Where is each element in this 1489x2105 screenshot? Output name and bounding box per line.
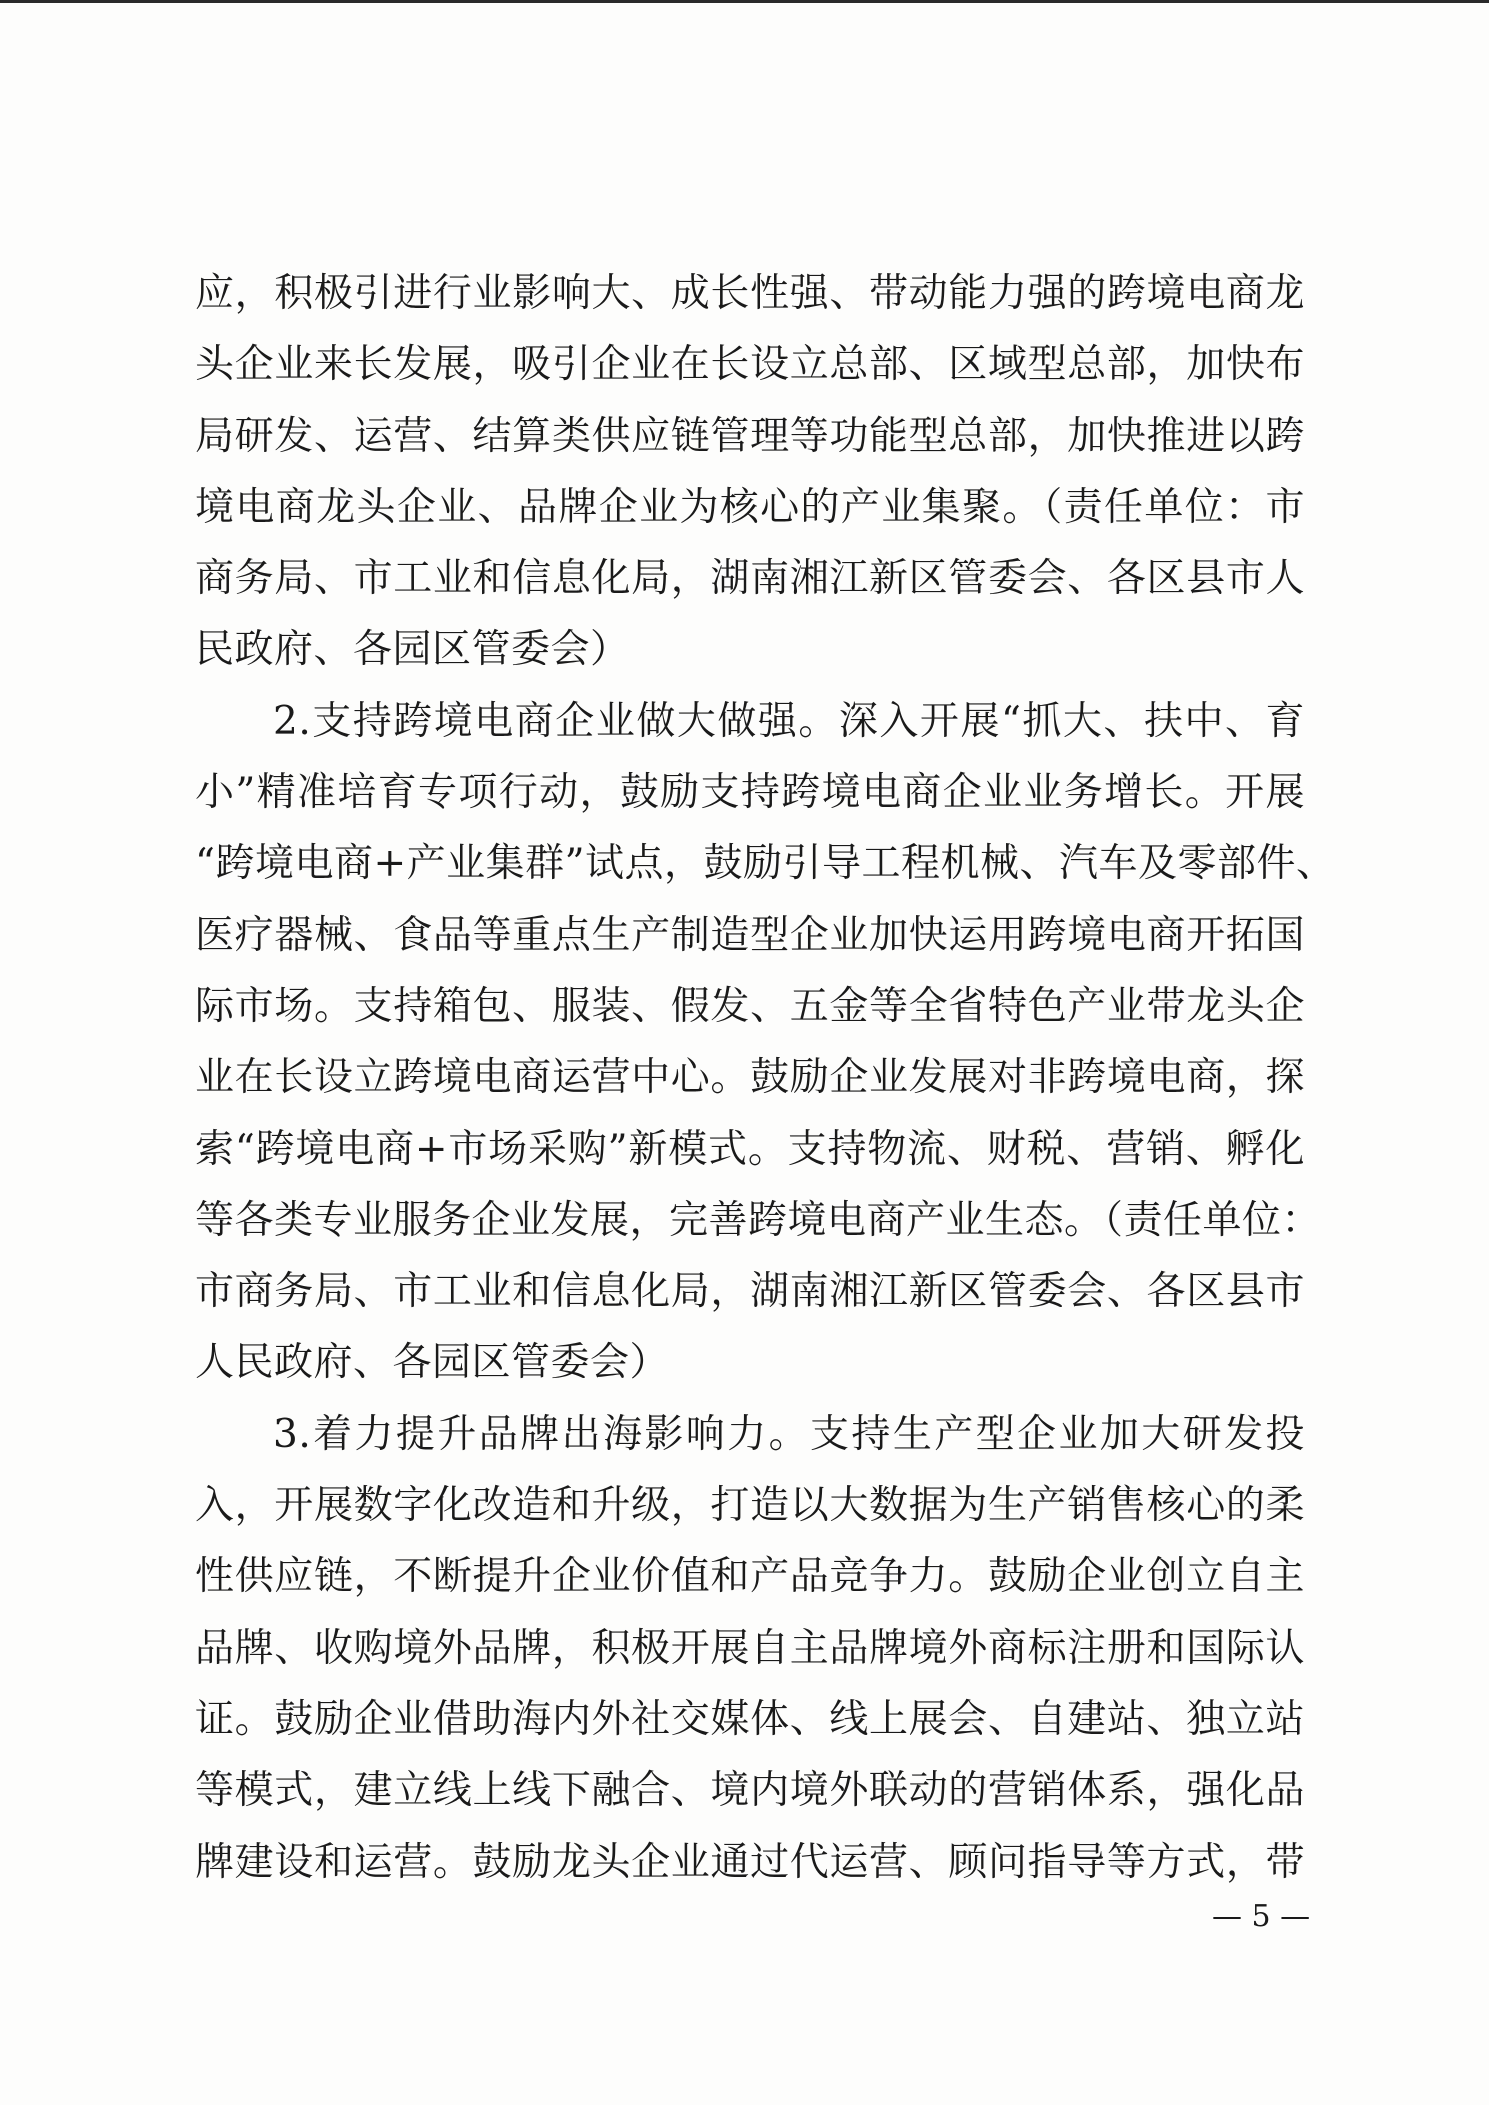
text-line-2: 头企业来长发展，吸引企业在长设立总部、区域型总部，加快布	[195, 342, 1305, 388]
text-line-12: 业在长设立跨境电商运营中心。鼓励企业发展对非跨境电商，探	[195, 1055, 1305, 1101]
text-line-13: 索“跨境电商+市场采购”新模式。支持物流、财税、营销、孵化	[195, 1126, 1305, 1172]
text-line-17: 3.着力提升品牌出海影响力。支持生产型企业加大研发投	[273, 1411, 1305, 1457]
text-line-9: “跨境电商+产业集群”试点，鼓励引导工程机械、汽车及零部件、	[195, 841, 1336, 887]
text-line-22: 等模式，建立线上线下融合、境内境外联动的营销体系，强化品	[195, 1768, 1305, 1814]
text-line-21: 证。鼓励企业借助海内外社交媒体、线上展会、自建站、独立站	[195, 1696, 1305, 1742]
text-line-1: 应，积极引进行业影响大、成长性强、带动能力强的跨境电商龙	[195, 271, 1305, 316]
text-line-10: 医疗器械、食品等重点生产制造型企业加快运用跨境电商开拓国	[195, 912, 1305, 958]
top-border	[0, 0, 1489, 3]
text-line-15: 市商务局、市工业和信息化局，湖南湘江新区管委会、各区县市	[195, 1269, 1305, 1315]
page-number: — 5 —	[1212, 1899, 1311, 1934]
text-line-23: 牌建设和运营。鼓励龙头企业通过代运营、顾问指导等方式，带	[195, 1839, 1305, 1885]
text-line-7: 2.支持跨境电商企业做大做强。深入开展“抓大、扶中、育	[273, 698, 1305, 744]
text-line-14: 等各类专业服务企业发展，完善跨境电商产业生态。（责任单位：	[195, 1197, 1322, 1243]
text-line-8: 小”精准培育专项行动，鼓励支持跨境电商企业业务增长。开展	[195, 770, 1305, 816]
text-line-19: 性供应链，不断提升企业价值和产品竞争力。鼓励企业创立自主	[195, 1554, 1305, 1600]
text-line-18: 入，开展数字化改造和升级，打造以大数据为生产销售核心的柔	[195, 1483, 1305, 1529]
text-line-6: 民政府、各园区管委会）	[195, 627, 630, 673]
text-line-5: 商务局、市工业和信息化局，湖南湘江新区管委会、各区县市人	[195, 556, 1305, 602]
body-text	[195, 258, 1336, 1898]
text-line-16: 人民政府、各园区管委会）	[195, 1340, 670, 1386]
text-line-4: 境电商龙头企业、品牌企业为核心的产业集聚。（责任单位：市	[195, 484, 1305, 530]
text-line-11: 际市场。支持箱包、服装、假发、五金等全省特色产业带龙头企	[195, 983, 1305, 1029]
text-line-3: 局研发、运营、结算类供应链管理等功能型总部，加快推进以跨	[195, 413, 1305, 459]
text-line-20: 品牌、收购境外品牌，积极开展自主品牌境外商标注册和国际认	[195, 1625, 1305, 1671]
